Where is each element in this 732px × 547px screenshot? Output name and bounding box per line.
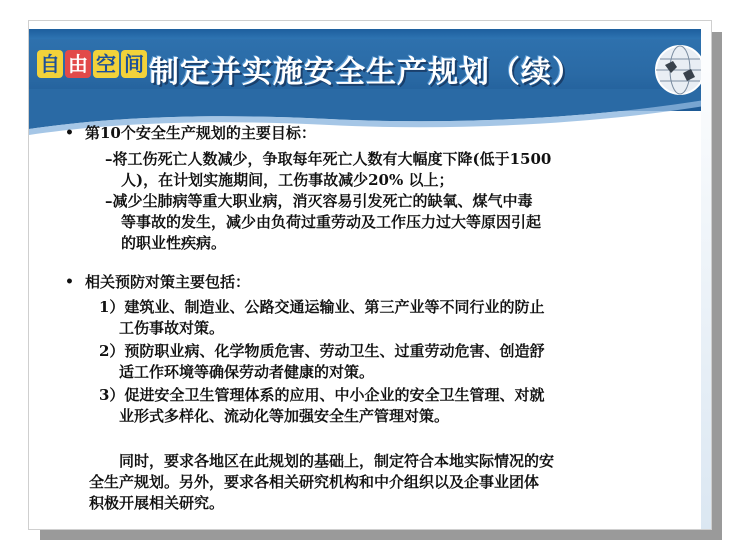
section2-item1-line1: 1）建筑业、制造业、公路交通运输业、第三产业等不同行业的防止 [99, 298, 545, 316]
right-edge-bar [701, 21, 711, 529]
section1-item1-line1: –将工伤死亡人数减少，争取每年死亡人数有大幅度下降(低于1500 [105, 150, 552, 168]
section1-item1-line2: 人)，在计划实施期间，工伤事故减少20% 以上； [121, 171, 454, 189]
slide [28, 20, 712, 530]
section1-heading: 第10个安全生产规划的主要目标： [85, 124, 316, 142]
closing-line3: 积极开展相关研究。 [89, 494, 225, 512]
closing-line2: 全生产规划。另外，要求各相关研究机构和中介组织以及企事业团体 [89, 473, 540, 491]
logo-char-4: 间 [121, 50, 147, 78]
closing-line1: 同时，要求各地区在此规划的基础上，制定符合本地实际情况的安 [119, 452, 555, 470]
logo [37, 49, 147, 79]
section1-item2-line1: –减少尘肺病等重大职业病，消灭容易引发死亡的缺氧、煤气中毒 [105, 192, 533, 210]
globe-icon [653, 43, 707, 97]
bullet-icon: • [65, 274, 74, 290]
section1-item2-line3: 的职业性疾病。 [121, 234, 227, 252]
section2-item3-line2: 业形式多样化、流动化等加强安全生产管理对策。 [119, 407, 450, 425]
logo-char-1: 自 [37, 50, 63, 78]
section1-item2-line2: 等事故的发生，减少由负荷过重劳动及工作压力过大等原因引起 [121, 213, 542, 231]
section2-item2-line1: 2）预防职业病、化学物质危害、劳动卫生、过重劳动危害、创造舒 [99, 342, 545, 360]
section2-item2-line2: 适工作环境等确保劳动者健康的对策。 [119, 363, 375, 381]
section2-item3-line1: 3）促进安全卫生管理体系的应用、中小企业的安全卫生管理、对就 [99, 386, 545, 404]
section2-item1-line2: 工伤事故对策。 [119, 319, 225, 337]
section2-heading: 相关预防对策主要包括： [85, 273, 251, 291]
logo-char-3: 空 [93, 50, 119, 78]
logo-char-2: 由 [65, 50, 91, 78]
bullet-icon: • [65, 125, 74, 141]
page-title: 制定并实施安全生产规划（续） [149, 55, 583, 90]
header-top-strip [29, 29, 711, 39]
